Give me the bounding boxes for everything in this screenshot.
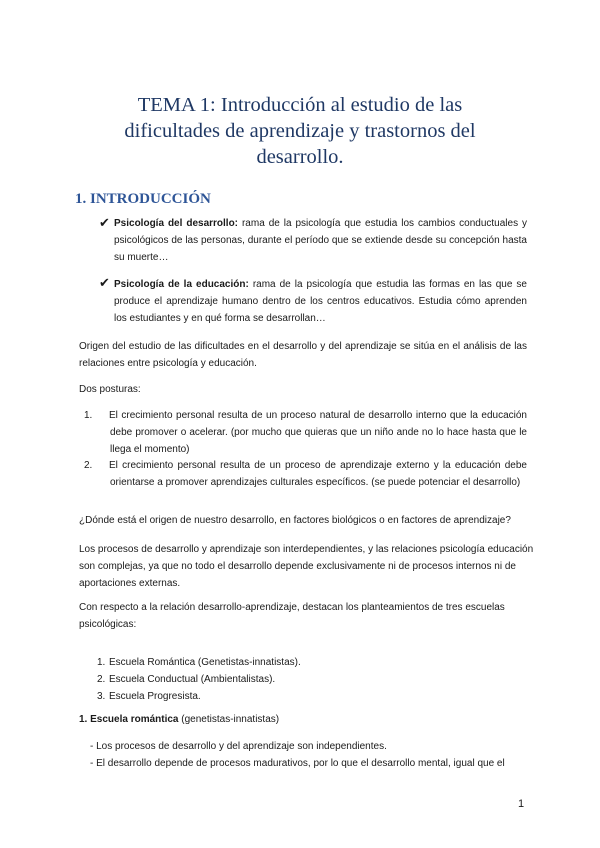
document-title <box>70 92 530 170</box>
check-icon: ✔ <box>99 215 110 230</box>
paragraph-procesos: Los procesos de desarrollo y aprendizaje son interdependientes, y las relaciones psicología educación son complejas, ya que no todo el desarrollo depende exclusivamente ni de procesos internos ni de aportaciones externas. <box>79 544 534 589</box>
paragraph-relacion: Con respecto a la relación desarrollo-aprendizaje, destacan los planteamientos de tres escuelas psicológicas: <box>79 602 505 630</box>
postura-item <box>84 407 527 458</box>
list-number: 2. <box>97 674 106 685</box>
bullet-term: Psicología del desarrollo: <box>114 218 239 229</box>
bullet-text: rama de la psicología que estudia las formas en las que se produce el aprendizaje humano dentro de los centros educativos. Estudia cómo aprenden los estudiantes y en qué forma se desarrollan… <box>114 279 527 324</box>
paragraph-origen: Origen del estudio de las dificultades en el desarrollo y del aprendizaje se sitúa en el análisis de las relaciones entre psicología y educación. <box>79 341 527 369</box>
subsection-text: (genetistas-innatistas) <box>178 714 280 725</box>
list-item <box>97 671 517 688</box>
bullet-item <box>114 276 527 327</box>
paragraph-pregunta: ¿Dónde está el origen de nuestro desarrollo, en factores biológicos o en factores de aprendizaje? <box>79 515 511 526</box>
bullet-text: rama de la psicología que estudia los cambios conductuales y psicológicos de las personas, durante el período que se extiende desde su concepción hasta su muerte… <box>114 218 528 263</box>
section-heading: 1. INTRODUCCIÓN <box>75 191 211 207</box>
check-icon: ✔ <box>99 275 110 290</box>
list-number: 1. <box>97 657 106 668</box>
list-item <box>97 688 517 705</box>
postura-item <box>84 457 527 491</box>
title-line-3: desarrollo. <box>256 146 344 168</box>
list-item <box>97 654 517 671</box>
dash-item: - Los procesos de desarrollo y del aprendizaje son independientes. <box>90 741 387 752</box>
subsection-heading <box>79 711 279 728</box>
list-number: 1. <box>84 410 93 421</box>
list-number: 2. <box>84 460 93 471</box>
subsection-term: 1. Escuela romántica <box>79 714 179 725</box>
paragraph-dos-posturas: Dos posturas: <box>79 384 141 395</box>
dash-list <box>90 738 530 772</box>
page-number: 1 <box>518 798 525 810</box>
list-number: 3. <box>97 691 106 702</box>
bullet-term: Psicología de la educación: <box>114 279 249 290</box>
list-text: Escuela Romántica (Genetistas-innatistas). <box>109 657 301 668</box>
list-text: El crecimiento personal resulta de un proceso de aprendizaje externo y la educación debe orientarse a promover aprendizajes culturales específicos. (se puede potenciar el desarrollo) <box>109 460 527 488</box>
bullet-item <box>114 215 527 266</box>
list-text: El crecimiento personal resulta de un proceso natural de desarrollo interno que la educación debe promover o acelerar. (por mucho que quieras que un niño ande no lo hace hasta que le llega el momento) <box>109 410 527 455</box>
dash-item: - El desarrollo depende de procesos madurativos, por lo que el desarrollo mental, igual que el <box>90 758 505 769</box>
list-text: Escuela Progresista. <box>109 691 201 702</box>
escuelas-list <box>97 654 517 705</box>
title-line-1: TEMA 1: Introducción al estudio de las <box>137 94 463 116</box>
list-text: Escuela Conductual (Ambientalistas). <box>109 674 276 685</box>
title-line-2: dificultades de aprendizaje y trastornos del <box>124 120 476 142</box>
